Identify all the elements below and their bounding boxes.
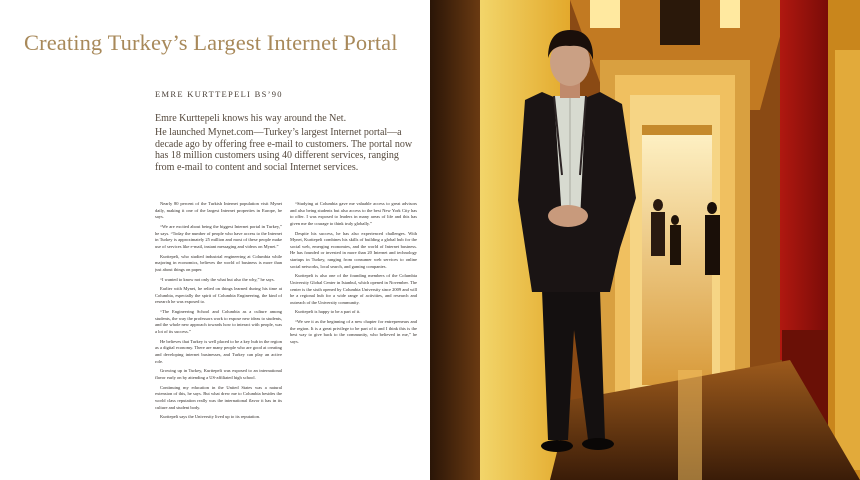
paragraph: “I wanted to know not only the what but also the why,” he says. bbox=[160, 276, 275, 282]
paragraph: “We see it as the beginning of a new chapter for entrepreneurs and the region. It is a great privilege to be part of it and I think this is the best way to give back to the community, who believed in me,” he says. bbox=[290, 319, 417, 345]
paragraph: Kurttepeli is also one of the founding members of the Columbia University Global Center in Istanbul, which opened in November. The center is the sixth opened by Columbia University since 2009 and will be a regional hub for a wide range of activities, and research and outreach of the University community. bbox=[290, 273, 417, 305]
portrait-photo bbox=[430, 0, 860, 480]
paragraph: Continuing my education in the United States was a natural extension of this, he says. But what drew me to Columbia besides the world class reputation really was the international flavor it has in its culture and student body. bbox=[155, 384, 282, 410]
paragraph: Earlier with Mynet, he relied on things learned during his time at Columbia, especially the spirit of Columbia Engineering, the kind of research he was exposed to. bbox=[155, 286, 282, 305]
paragraph: Kurttepeli says the University lived up to its reputation. bbox=[160, 414, 261, 420]
paragraph: “Studying at Columbia gave me valuable access to great advisors and also being students but also access to the best New York City has to offer. I was exposed to leaders in many areas of life and this has given me the courage to think truly globally.” bbox=[290, 201, 417, 226]
paragraph: Kurttepeli, who studied industrial engineering at Columbia while majoring in economics, believes the world of business is more than just about things on paper. bbox=[155, 253, 282, 272]
article-deck-lead: Emre Kurttepeli knows his way around the Net. bbox=[155, 113, 347, 124]
paragraph: Kurttepeli is happy to be a part of it. bbox=[295, 309, 361, 315]
paragraph: He believes that Turkey is well placed to be a key hub in the region as a digital economy. There are many people who are good at creating and developing internet businesses, and Turkey can play an active role. bbox=[155, 338, 282, 364]
article-column-2 bbox=[290, 201, 417, 471]
article-deck-body: He launched Mynet.com—Turkey’s largest Internet portal—a decade ago by offering free e-mail to customers. The portal now has 18 million customers using 40 different services, ranging from e-mail to content and social Internet services. bbox=[155, 127, 413, 173]
paragraph: Growing up in Turkey, Kurttepeli was exposed to an international flavor early on by attending a US-affiliated high school. bbox=[155, 368, 282, 380]
paragraph: “We are excited about being the biggest Internet portal in Turkey,” he says. “Today the number of people who have access to the Internet in Turkey is approximately 25 million and most of these people make use of services like e-mail, instant messaging and videos on Mynet.” bbox=[155, 223, 282, 249]
article-column-1 bbox=[155, 201, 282, 471]
portrait-illustration bbox=[430, 0, 860, 480]
article-headline: Creating Turkey’s Largest Internet Portal bbox=[24, 30, 398, 55]
paragraph: “The Engineering School and Columbia as a culture among students, the way the professors work to expose new ideas to students, and the whole new approach towards how to interact with people, was a lot of its success.” bbox=[155, 309, 282, 335]
paragraph: Nearly 80 percent of the Turkish Internet population visit Mynet daily, making it one of the largest Internet properties in Europe, he says. bbox=[155, 201, 282, 220]
paragraph: Despite his success, he has also experienced challenges. With Mynet, Kurttepeli combines his skills of building a global hub for the social web, emerging economies, and the world of Internet business. He has founded or invested in more than 20 Internet and technology startups in Turkey, ranging from consumer web services to online social networks, local search, and gaming companies. bbox=[290, 230, 417, 269]
article-byline: EMRE KURTTEPELI BS’90 bbox=[155, 89, 283, 99]
